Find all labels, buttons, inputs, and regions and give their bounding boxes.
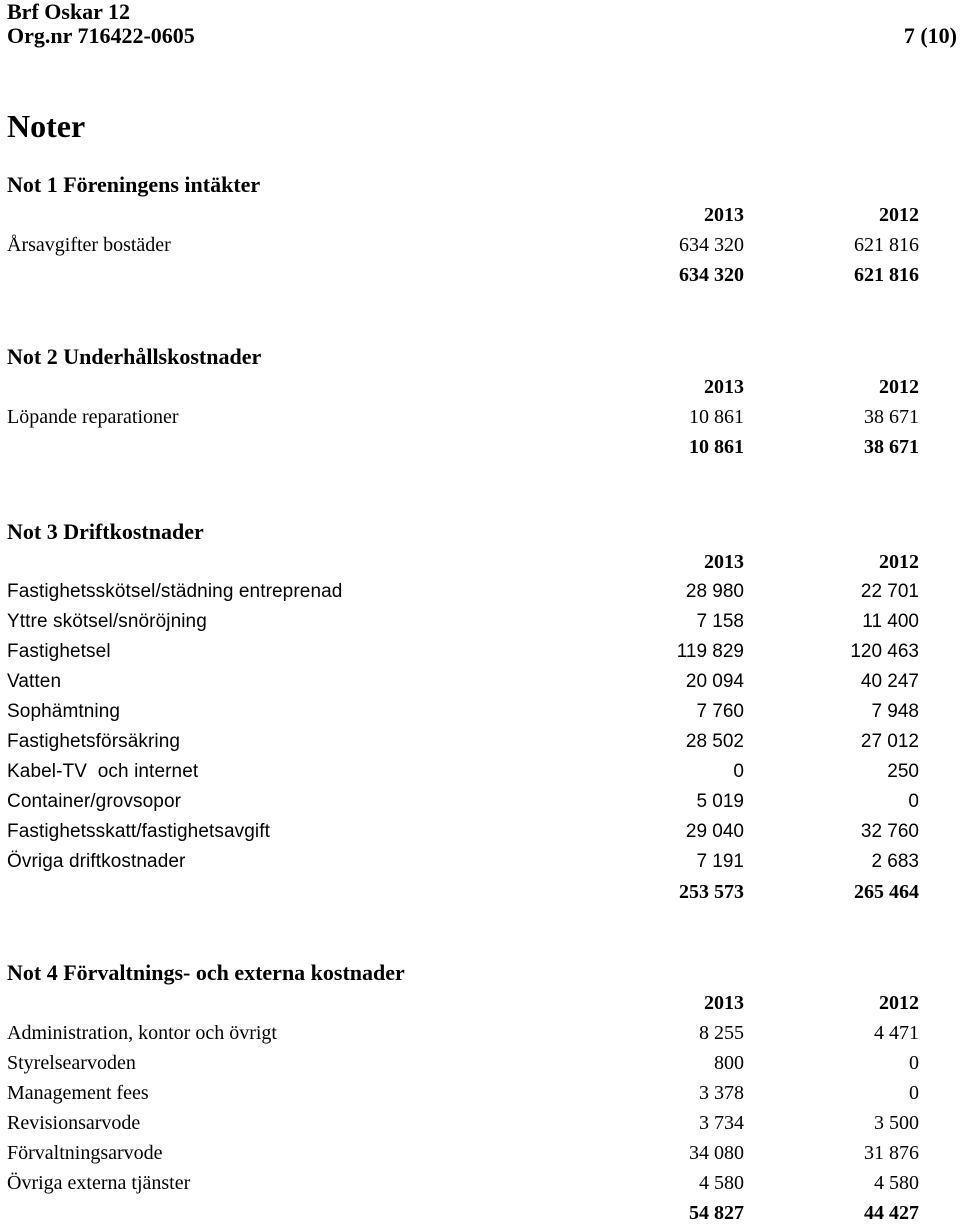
value-2012: 3 500	[874, 1112, 919, 1134]
value-2013: 34 080	[689, 1142, 744, 1164]
table-row	[7, 817, 919, 847]
org-number: Org.nr 716422-0605	[7, 23, 195, 48]
row-label: Management fees	[7, 1082, 149, 1104]
year-header-row	[7, 372, 919, 402]
total-2013: 634 320	[679, 264, 744, 286]
row-label: Yttre skötsel/snöröjning	[7, 611, 207, 632]
value-2012: 120 463	[850, 641, 919, 662]
table-row	[7, 607, 919, 637]
row-label: Fastighetsel	[7, 641, 111, 662]
table-row	[7, 637, 919, 667]
row-label: Styrelsearvoden	[7, 1052, 136, 1074]
year-2012: 2012	[879, 992, 919, 1014]
value-2013: 3 734	[699, 1112, 744, 1134]
table-row	[7, 1078, 919, 1108]
table-row	[7, 847, 919, 877]
value-2013: 7 191	[696, 851, 744, 872]
year-2012: 2012	[879, 204, 919, 226]
note-title: Not 1 Föreningens intäkter	[7, 172, 261, 197]
row-label: Löpande reparationer	[7, 406, 179, 428]
total-row	[7, 432, 919, 462]
table-row	[7, 577, 919, 607]
value-2012: 7 948	[871, 701, 919, 722]
page-title: Noter	[7, 108, 86, 144]
value-2012: 250	[887, 761, 919, 782]
value-2013: 10 861	[689, 406, 744, 428]
row-label: Förvaltningsarvode	[7, 1142, 163, 1164]
total-row	[7, 877, 919, 907]
table-row	[7, 1168, 919, 1198]
row-label: Kabel-TV och internet	[7, 761, 199, 782]
value-2013: 7 760	[696, 701, 744, 722]
value-2013: 3 378	[699, 1082, 744, 1104]
year-header-row	[7, 200, 919, 230]
note-1	[7, 170, 919, 290]
row-label: Övriga externa tjänster	[7, 1172, 191, 1194]
total-2013: 10 861	[689, 436, 744, 458]
row-label: Årsavgifter bostäder	[7, 234, 171, 256]
value-2012: 4 580	[874, 1172, 919, 1194]
table-row	[7, 727, 919, 757]
note-title: Not 4 Förvaltnings- och externa kostnader	[7, 960, 405, 985]
org-number-line	[7, 24, 957, 48]
row-label: Container/grovsopor	[7, 791, 182, 812]
total-2012: 621 816	[854, 264, 919, 286]
value-2012: 40 247	[860, 671, 919, 692]
year-2013: 2013	[704, 376, 744, 398]
page-header	[7, 0, 957, 48]
year-header-row	[7, 988, 919, 1018]
row-label: Fastighetsskatt/fastighetsavgift	[7, 821, 270, 842]
note-title: Not 3 Driftkostnader	[7, 519, 204, 544]
page-number: 7 (10)	[903, 23, 957, 48]
total-2012: 265 464	[854, 881, 919, 903]
year-2013: 2013	[704, 204, 744, 226]
table-row	[7, 230, 919, 260]
year-2012: 2012	[879, 376, 919, 398]
row-label: Övriga driftkostnader	[7, 851, 186, 872]
row-label: Fastighetsförsäkring	[7, 731, 181, 752]
table-row	[7, 697, 919, 727]
table-row	[7, 787, 919, 817]
value-2012: 22 701	[860, 581, 919, 602]
value-2013: 8 255	[699, 1022, 744, 1044]
value-2012: 2 683	[871, 851, 919, 872]
note-title: Not 2 Underhållskostnader	[7, 344, 262, 369]
table-row	[7, 1018, 919, 1048]
value-2012: 27 012	[860, 731, 919, 752]
total-2012: 44 427	[864, 1202, 919, 1224]
note-3	[7, 517, 919, 907]
year-header-row	[7, 547, 919, 577]
table-row	[7, 667, 919, 697]
note-2	[7, 342, 919, 462]
org-name: Brf Oskar 12	[7, 0, 131, 24]
table-row	[7, 1108, 919, 1138]
table-row	[7, 1138, 919, 1168]
value-2013: 4 580	[699, 1172, 744, 1194]
total-2013: 253 573	[679, 881, 744, 903]
value-2012: 0	[908, 791, 919, 812]
total-row	[7, 1198, 919, 1228]
value-2013: 29 040	[685, 821, 744, 842]
table-row	[7, 757, 919, 787]
year-2013: 2013	[704, 551, 744, 573]
total-row	[7, 260, 919, 290]
value-2013: 28 502	[685, 731, 744, 752]
value-2013: 119 829	[676, 641, 744, 662]
value-2012: 0	[909, 1052, 919, 1074]
value-2013: 20 094	[685, 671, 744, 692]
value-2012: 32 760	[860, 821, 919, 842]
table-row	[7, 402, 919, 432]
value-2013: 5 019	[696, 791, 744, 812]
value-2012: 31 876	[864, 1142, 919, 1164]
value-2013: 0	[733, 761, 744, 782]
row-label: Vatten	[7, 671, 62, 692]
note-4	[7, 958, 919, 1228]
table-row	[7, 1048, 919, 1078]
row-label: Revisionsarvode	[7, 1112, 141, 1134]
value-2012: 4 471	[874, 1022, 919, 1044]
year-2012: 2012	[879, 551, 919, 573]
value-2012: 621 816	[854, 234, 919, 256]
total-2012: 38 671	[864, 436, 919, 458]
value-2013: 28 980	[685, 581, 744, 602]
row-label: Fastighetsskötsel/städning entreprenad	[7, 581, 343, 602]
row-label: Sophämtning	[7, 701, 121, 722]
value-2012: 38 671	[864, 406, 919, 428]
total-2013: 54 827	[689, 1202, 744, 1224]
value-2013: 800	[714, 1052, 744, 1074]
value-2013: 7 158	[696, 611, 744, 632]
value-2012: 11 400	[862, 611, 919, 632]
row-label: Administration, kontor och övrigt	[7, 1022, 277, 1044]
value-2013: 634 320	[679, 234, 744, 256]
value-2012: 0	[909, 1082, 919, 1104]
year-2013: 2013	[704, 992, 744, 1014]
